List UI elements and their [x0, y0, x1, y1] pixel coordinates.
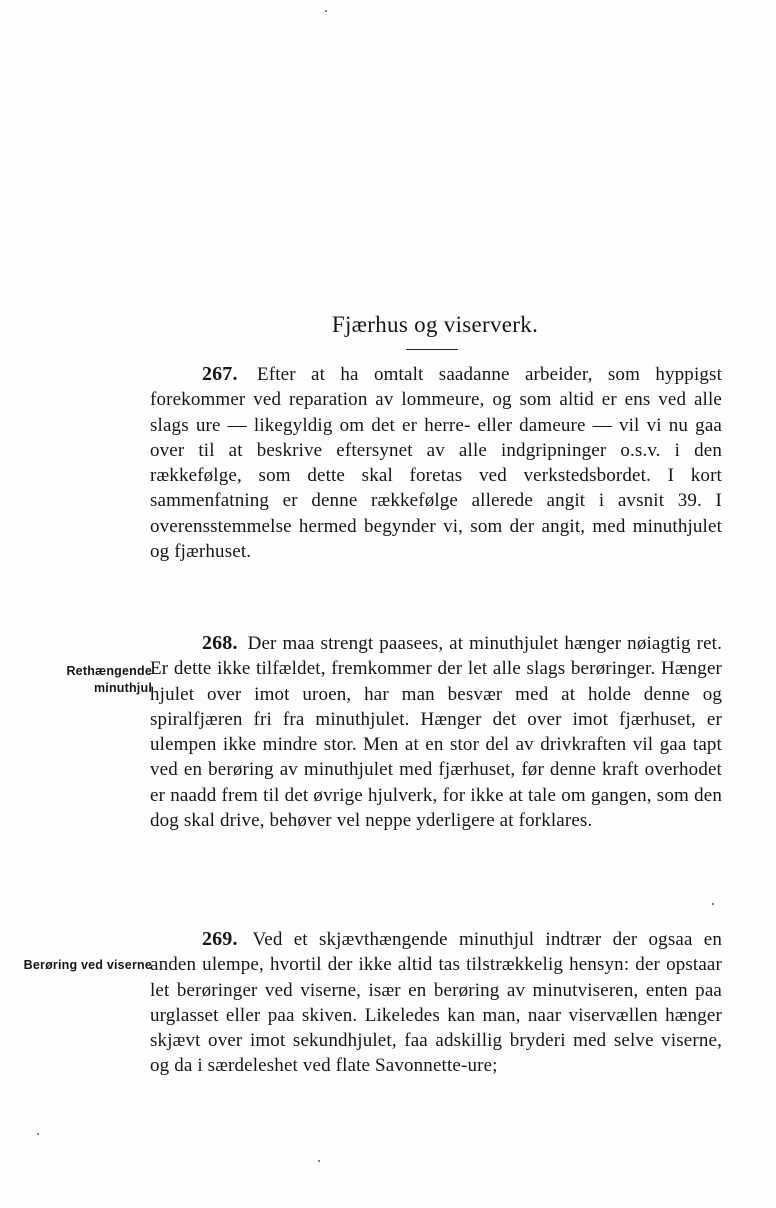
speck	[37, 1133, 39, 1135]
speck	[712, 903, 714, 905]
speck	[318, 1160, 320, 1162]
section-number: 267.	[202, 363, 238, 385]
title-divider	[406, 349, 458, 350]
chapter-title: Fjærhus og viserverk.	[331, 312, 539, 337]
section-269	[150, 927, 722, 1079]
speck	[325, 10, 327, 12]
paragraph-text: Efter at ha omtalt saadanne arbeider, som hyppigst forekommer ved reparation av lommeure, og som altid er ens ved alle slags ure — likegyldig om det er herre- eller dameure — vil vi nu gaa over til at beskrive eftersynet av alle indgripninger o.s.v. i den rækkefølge, som dette skal foretas ved verkstedsbordet. I kort sammenfatning er denne rækkefølge allerede angit i avsnit 39. I overensstemmelse hermed begynder vi, som der angit, med minuthjulet og fjærhuset.	[150, 364, 723, 563]
section-number: 268.	[202, 632, 238, 654]
section-267	[150, 362, 722, 564]
margin-note: Berøring ved viserne	[23, 958, 152, 972]
paragraph-text: Ved et skjævthængende minuthjul indtrær der ogsaa en anden ulempe, hvortil der ikke altid tas tilstrækkelig hensyn: der opstaar let berøringer ved viserne, især en berøring av minutviseren, enten paa urglasset eller paa skiven. Likeledes kan man, naar viservællen hænger skjævt over imot sekundhjulet, faa adskillig bryderi med selve viserne, og da i særdeleshet ved flate Savonnette-ure;	[150, 929, 722, 1077]
paragraph	[150, 631, 722, 833]
margin-note: Rethængende minuthjul	[66, 664, 152, 695]
paragraph	[150, 927, 722, 1079]
section-number: 269.	[202, 928, 238, 950]
section-268	[150, 631, 722, 833]
paragraph-text: Der maa strengt paasees, at minuthjulet hænger nøiagtig ret. Er dette ikke tilfældet, fremkommer der let alle slags berøringer. Hænger hjulet over imot uroen, har man besvær med at holde denne og spiralfjæren fri fra minuthjulet. Hænger det over imot fjærhuset, er ulempen ikke mindre stor. Men at en stor del av drivkraften vil gaa tapt ved en berøring av minuthjulet med fjærhuset, før denne kraft overhodet er naadd frem til det øvrige hjulverk, for ikke at tale om gangen, som den dog skal drive, behøver vel neppe yderligere at forklares.	[150, 633, 722, 832]
paragraph	[150, 362, 722, 564]
